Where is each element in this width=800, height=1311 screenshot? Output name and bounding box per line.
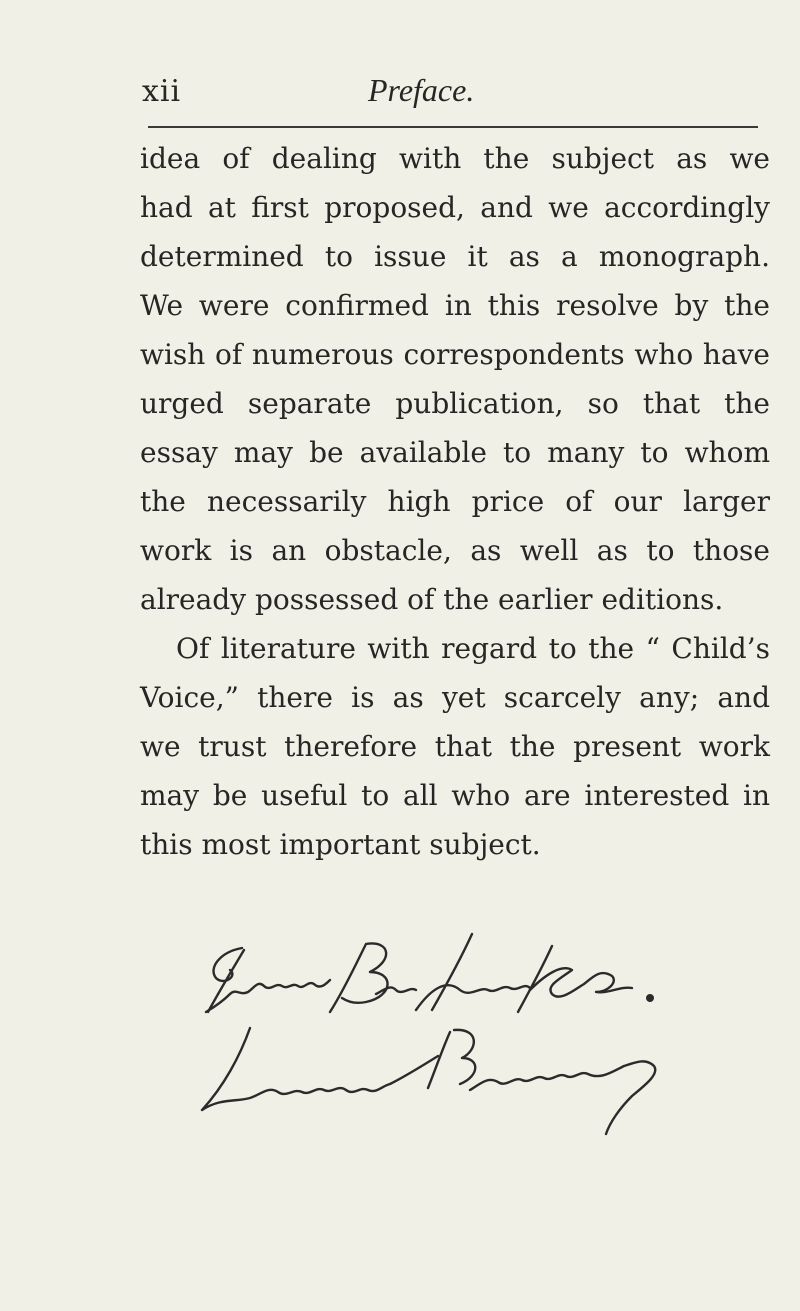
text-line: Voice,” there is as yet scarcely any; and	[140, 681, 770, 714]
text-line: wish of numerous correspondents who have	[140, 338, 770, 371]
signature-image	[180, 920, 740, 1140]
running-title: Preface.	[368, 72, 475, 108]
text-line: had at first proposed, and we accordingly	[140, 191, 770, 224]
text-line: determined to issue it as a monograph.	[140, 240, 770, 273]
text-line: work is an obstacle, as well as to those	[140, 534, 770, 567]
text-line: Of literature with regard to the “ Child’s	[176, 632, 770, 665]
signature-stroke-b	[330, 943, 416, 1012]
signature-stroke-browne	[428, 1030, 655, 1134]
signature-stroke-emil	[206, 948, 330, 1012]
text-line: already possessed of the earlier editions.	[140, 583, 724, 616]
signature-stroke-k	[518, 946, 632, 1012]
signature-period	[647, 995, 653, 1001]
preface-text	[140, 134, 770, 869]
handwritten-signatures	[180, 920, 740, 1140]
text-line: essay may be available to many to whom	[140, 436, 770, 469]
text-line: urged separate publication, so that the	[140, 387, 770, 420]
signature-stroke-lennox	[202, 1028, 438, 1110]
page-header	[0, 66, 800, 116]
text-line: the necessarily high price of our larger	[140, 485, 770, 518]
text-line: may be useful to all who are interested in	[140, 779, 770, 812]
text-line: idea of dealing with the subject as we	[140, 142, 770, 175]
text-line: we trust therefore that the present work	[140, 730, 770, 763]
text-line: this most important subject.	[140, 828, 541, 861]
signature-stroke-h	[416, 934, 530, 1010]
text-line: We were confirmed in this resolve by the	[140, 289, 770, 322]
header-rule	[148, 126, 758, 128]
page-number: xii	[142, 74, 182, 109]
